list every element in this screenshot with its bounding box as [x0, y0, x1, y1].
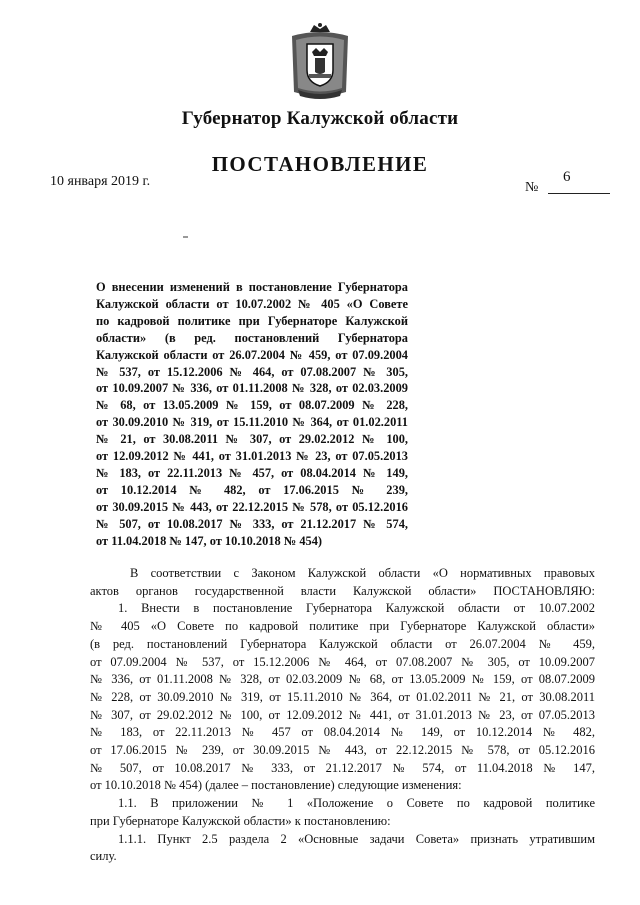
title-line: Калужской области от 10.07.2002 № 405 «О Совете	[96, 296, 408, 311]
title-line: № 21, от 30.08.2011 № 307, от 29.02.2012 № 100,	[96, 432, 408, 447]
title-line: № 68, от 13.05.2009 № 159, от 08.07.2009 № 228,	[96, 398, 408, 413]
body-line: от 17.06.2015 № 239, от 30.09.2015 № 443, от 22.12.2015 № 578, от 05.12.2016	[90, 743, 595, 758]
document-date: 10 января 2019 г.	[50, 174, 151, 189]
body-line: № 405 «О Совете по кадровой политике при Губернаторе Калужской области»	[90, 619, 595, 634]
title-line: от 10.09.2007 № 336, от 01.11.2008 № 328, от 02.03.2009	[96, 381, 408, 396]
title-line: № 183, от 22.11.2013 № 457, от 08.04.2014 № 149,	[96, 465, 408, 480]
title-line: № 507, от 10.08.2017 № 333, от 21.12.2017 № 574,	[96, 516, 408, 531]
document-number: 6	[563, 169, 571, 185]
body-line: В соответствии с Законом Калужской области «О нормативных правовых	[130, 566, 595, 580]
body-line: 1.1.1. Пункт 2.5 раздела 2 «Основные задачи Совета» признать утратившим	[118, 831, 595, 846]
body-line: от 07.09.2004 № 537, от 15.12.2006 № 464, от 07.08.2007 № 305, от 10.09.2007	[90, 654, 595, 669]
body-line: № 228, от 30.09.2010 № 319, от 15.11.2010 № 364, от 01.02.2011 № 21, от 30.08.2011	[90, 689, 595, 704]
body-line: силу.	[90, 849, 117, 864]
title-line: по кадровой политике при Губернаторе Калужской	[96, 313, 408, 328]
title-line: Калужской области от 26.07.2004 № 459, от 07.09.2004	[96, 347, 408, 362]
number-underline	[548, 193, 610, 194]
body-line: № 507, от 10.08.2017 № 333, от 21.12.2017 № 574, от 11.04.2018 № 147,	[90, 760, 595, 775]
title-line: от 12.09.2012 № 441, от 31.01.2013 № 23, от 07.05.2013	[96, 449, 408, 464]
document-type-heading: ПОСТАНОВЛЕНИЕ	[211, 152, 429, 176]
body-line: 1. Внести в постановление Губернатора Калужской области от 10.07.2002	[118, 601, 595, 616]
coat-of-arms-emblem	[288, 22, 352, 100]
title-line: от 30.09.2010 № 319, от 15.11.2010 № 364, от 01.02.2011	[96, 415, 408, 430]
body-line: актов органов государственной власти Калужской области» ПОСТАНОВЛЯЮ:	[90, 583, 595, 598]
body-line: № 307, от 29.02.2012 № 100, от 12.09.2012 № 441, от 31.01.2013 № 23, от 07.05.2013	[90, 707, 595, 722]
issuer-heading: Губернатор Калужской области	[181, 108, 459, 129]
scan-mark	[183, 236, 188, 238]
title-line: от 30.09.2015 № 443, от 22.12.2015 № 578, от 05.12.2016	[96, 499, 408, 514]
title-line: от 11.04.2018 № 147, от 10.10.2018 № 454)	[96, 533, 323, 548]
document-body	[90, 565, 595, 866]
body-line: № 183, от 22.11.2013 № 457 от 08.04.2014 № 149, от 10.12.2014 № 482,	[90, 725, 595, 740]
body-line: 1.1. В приложении № 1 «Положение о Совете по кадровой политике	[118, 796, 595, 811]
body-line: № 336, от 01.11.2008 № 328, от 02.03.2009 № 68, от 13.05.2009 № 159, от 08.07.2009	[90, 672, 595, 687]
title-line: № 537, от 15.12.2006 № 464, от 07.08.2007 № 305,	[96, 364, 408, 379]
title-line: от 10.12.2014 № 482, от 17.06.2015 № 239,	[96, 482, 408, 497]
body-line: при Губернаторе Калужской области» к постановлению:	[90, 813, 391, 828]
number-label: №	[525, 180, 539, 195]
document-title-block	[96, 279, 408, 550]
body-line: (в ред. постановлений Губернатора Калужской области от 26.07.2004 № 459,	[90, 636, 595, 651]
title-line: О внесении изменений в постановление Губернатора	[96, 280, 408, 294]
body-line: от 10.10.2018 № 454) (далее – постановление) следующие изменения:	[90, 778, 462, 793]
title-line: области» (в ред. постановлений Губернатора	[96, 330, 408, 345]
